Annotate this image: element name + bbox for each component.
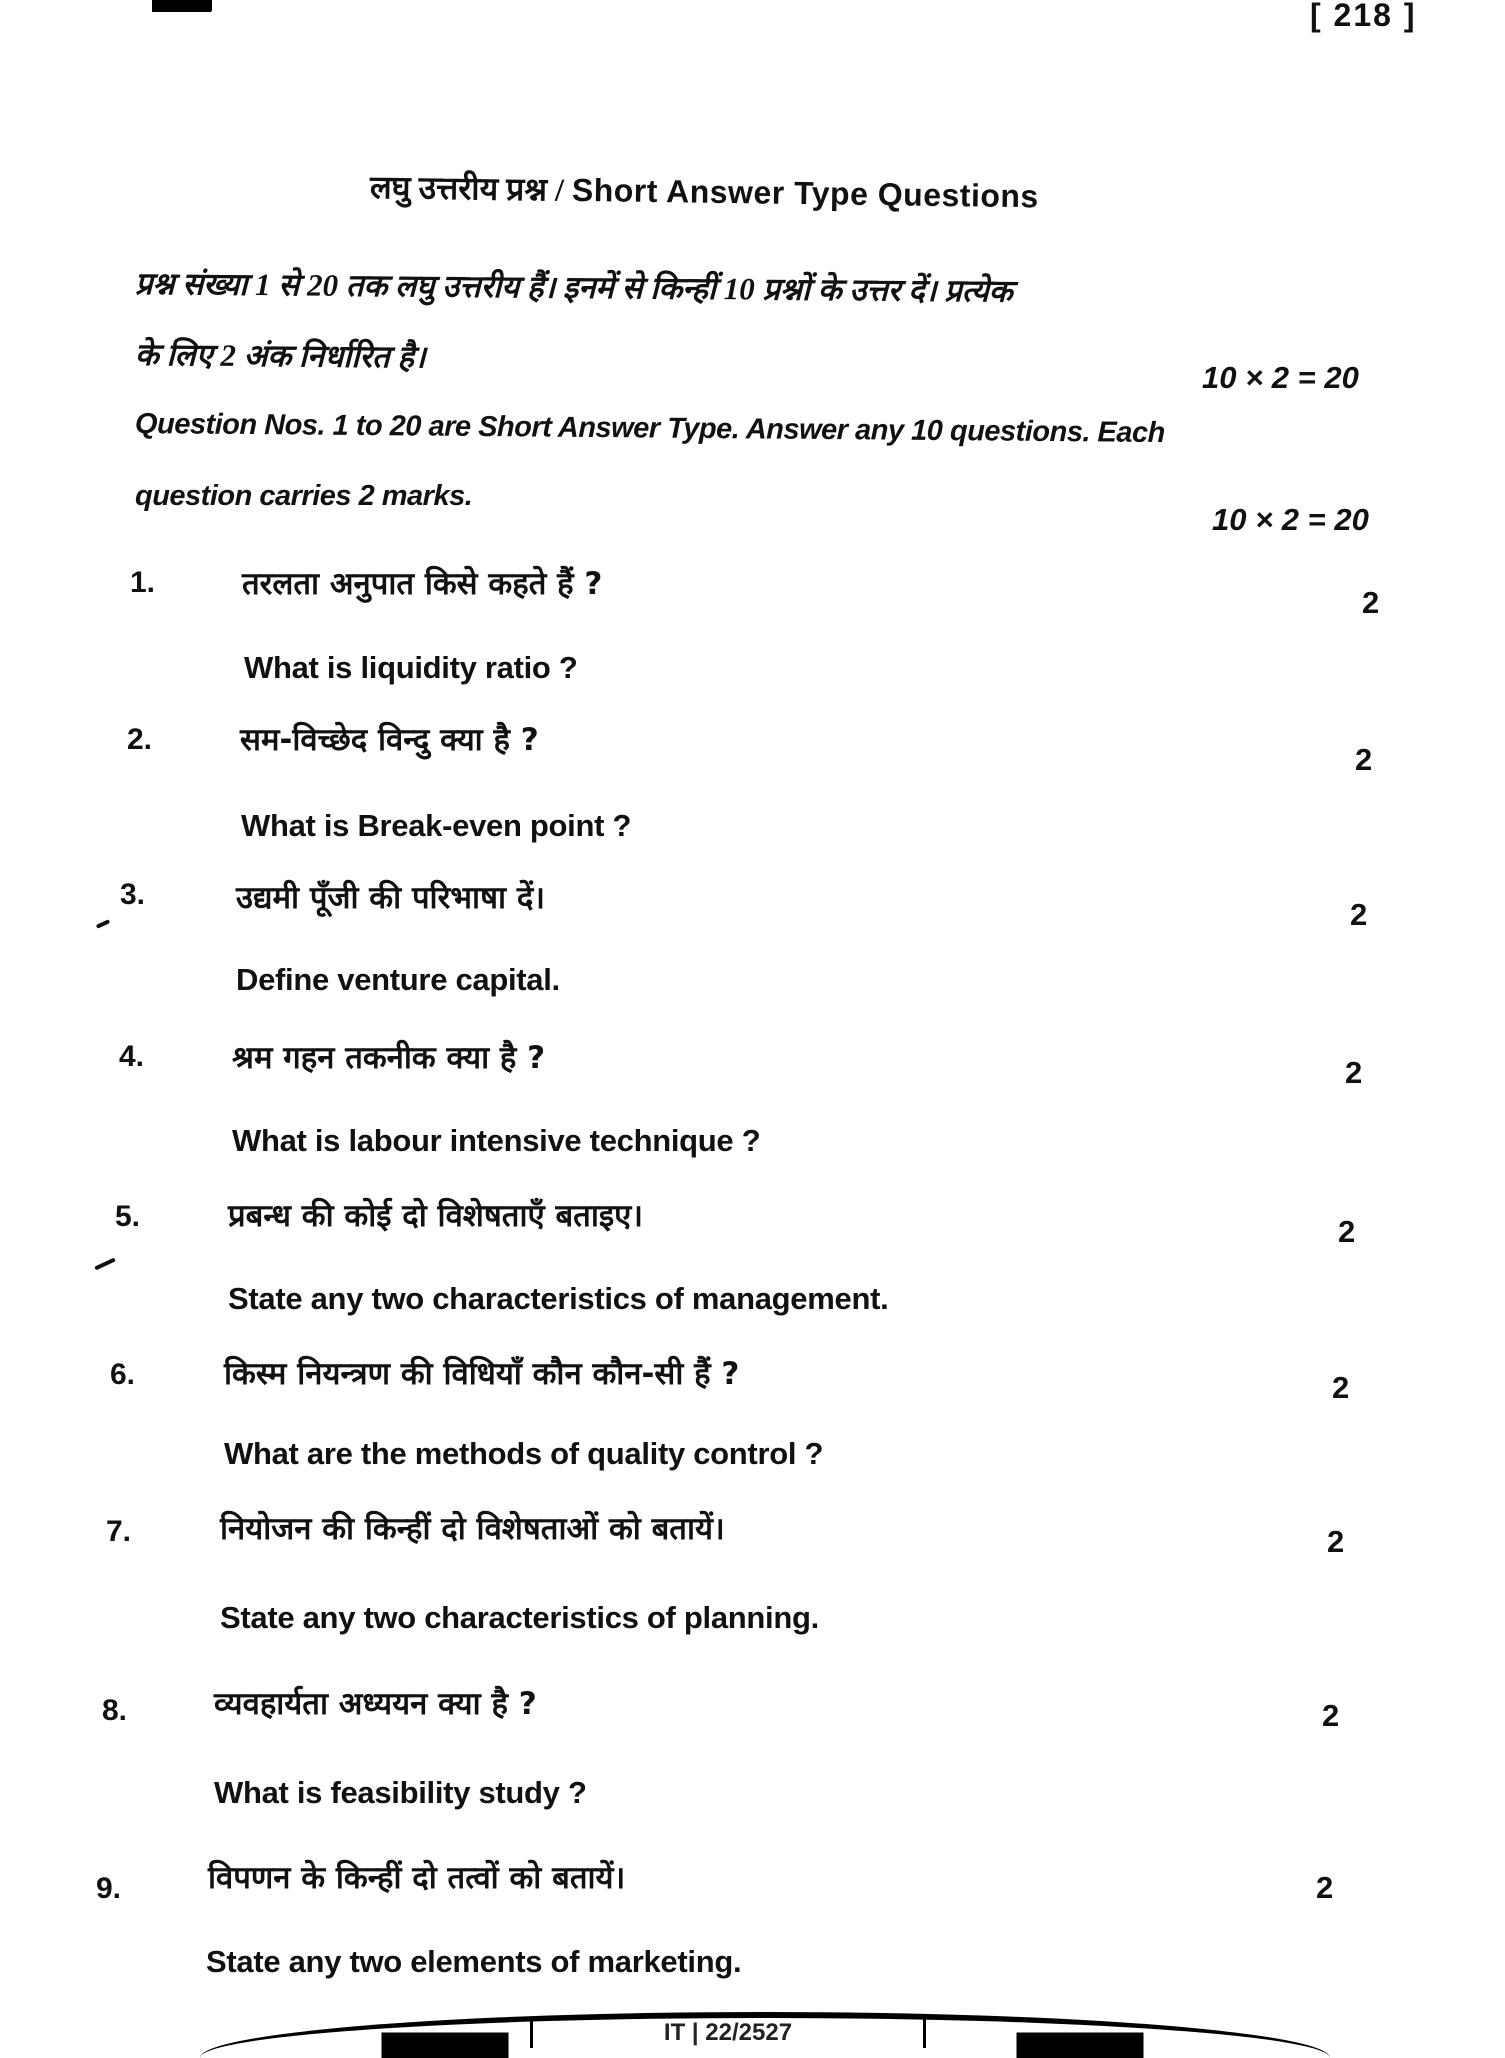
footer-code-box: IT | 22/2527 bbox=[530, 2018, 926, 2048]
question-english: State any two characteristics of planning. bbox=[220, 1600, 819, 1635]
section-title-hindi: लघु उत्तरीय प्रश्न bbox=[369, 169, 548, 208]
question-english: State any two elements of marketing. bbox=[206, 1944, 742, 1979]
question-hindi: उद्यमी पूँजी की परिभाषा दें। bbox=[236, 880, 546, 916]
question-number: 5. bbox=[115, 1200, 141, 1233]
pen-tick-mark bbox=[94, 1258, 116, 1271]
question-marks: 2 bbox=[1316, 1870, 1334, 1905]
question-marks: 2 bbox=[1338, 1214, 1356, 1249]
page-number: [ 218 ] bbox=[1310, 0, 1417, 33]
instructions-hindi-line2: के लिए 2 अंक निर्धारित है। bbox=[134, 337, 426, 375]
question-number: 6. bbox=[110, 1358, 136, 1391]
question-marks: 2 bbox=[1355, 742, 1373, 777]
question-english: Define venture capital. bbox=[236, 962, 560, 997]
section-title bbox=[370, 165, 1039, 217]
section-title-english: Short Answer Type Questions bbox=[571, 171, 1040, 215]
question-number: 9. bbox=[96, 1872, 122, 1905]
question-hindi: नियोजन की किन्हीं दो विशेषताओं को बतायें। bbox=[220, 1511, 725, 1547]
marks-total-hindi: 10 × 2 = 20 bbox=[1202, 360, 1359, 395]
scan-edge-mark bbox=[152, 0, 212, 12]
question-english: State any two characteristics of management. bbox=[228, 1281, 889, 1316]
instructions-english-line1: Question Nos. 1 to 20 are Short Answer Type. Answer any 10 questions. Each bbox=[134, 408, 1165, 449]
question-number: 7. bbox=[106, 1515, 132, 1548]
question-hindi: विपणन के किन्हीं दो तत्वों को बतायें। bbox=[208, 1860, 626, 1896]
question-english: What is Break-even point ? bbox=[241, 808, 632, 843]
question-hindi: व्यवहार्यता अध्ययन क्या है ? bbox=[214, 1686, 537, 1722]
question-english: What is labour intensive technique ? bbox=[232, 1123, 761, 1158]
question-hindi: श्रम गहन तकनीक क्या है ? bbox=[232, 1040, 546, 1076]
question-hindi: सम-विच्छेद विन्दु क्या है ? bbox=[240, 722, 539, 758]
section-title-separator: / bbox=[546, 171, 573, 208]
question-number: 8. bbox=[102, 1694, 128, 1727]
question-marks: 2 bbox=[1327, 1524, 1345, 1559]
question-number: 2. bbox=[127, 723, 153, 756]
pen-tick-mark bbox=[96, 919, 110, 929]
question-english: What is feasibility study ? bbox=[214, 1775, 587, 1810]
question-number: 3. bbox=[120, 878, 146, 911]
question-marks: 2 bbox=[1332, 1370, 1350, 1405]
question-marks: 2 bbox=[1322, 1698, 1340, 1733]
question-marks: 2 bbox=[1362, 585, 1380, 620]
instructions-english-line2: question carries 2 marks. bbox=[135, 480, 473, 512]
question-hindi: तरलता अनुपात किसे कहते हैं ? bbox=[242, 566, 603, 602]
question-marks: 2 bbox=[1350, 897, 1368, 932]
question-english: What are the methods of quality control ? bbox=[224, 1436, 824, 1471]
question-marks: 2 bbox=[1345, 1055, 1363, 1090]
question-hindi: प्रबन्ध की कोई दो विशेषताएँ बताइए। bbox=[228, 1198, 643, 1234]
marks-total-english: 10 × 2 = 20 bbox=[1212, 502, 1369, 537]
question-hindi: किस्म नियन्त्रण की विधियाँ कौन कौन-सी हैं ? bbox=[224, 1356, 740, 1392]
question-number: 4. bbox=[119, 1040, 145, 1073]
question-english: What is liquidity ratio ? bbox=[244, 650, 578, 685]
question-number: 1. bbox=[130, 566, 156, 599]
instructions-hindi-line1: प्रश्न संख्या 1 से 20 तक लघु उत्तरीय हैं। इनमें से किन्हीं 10 प्रश्नों के उत्तर दें। प्रत्येक bbox=[134, 266, 1013, 309]
